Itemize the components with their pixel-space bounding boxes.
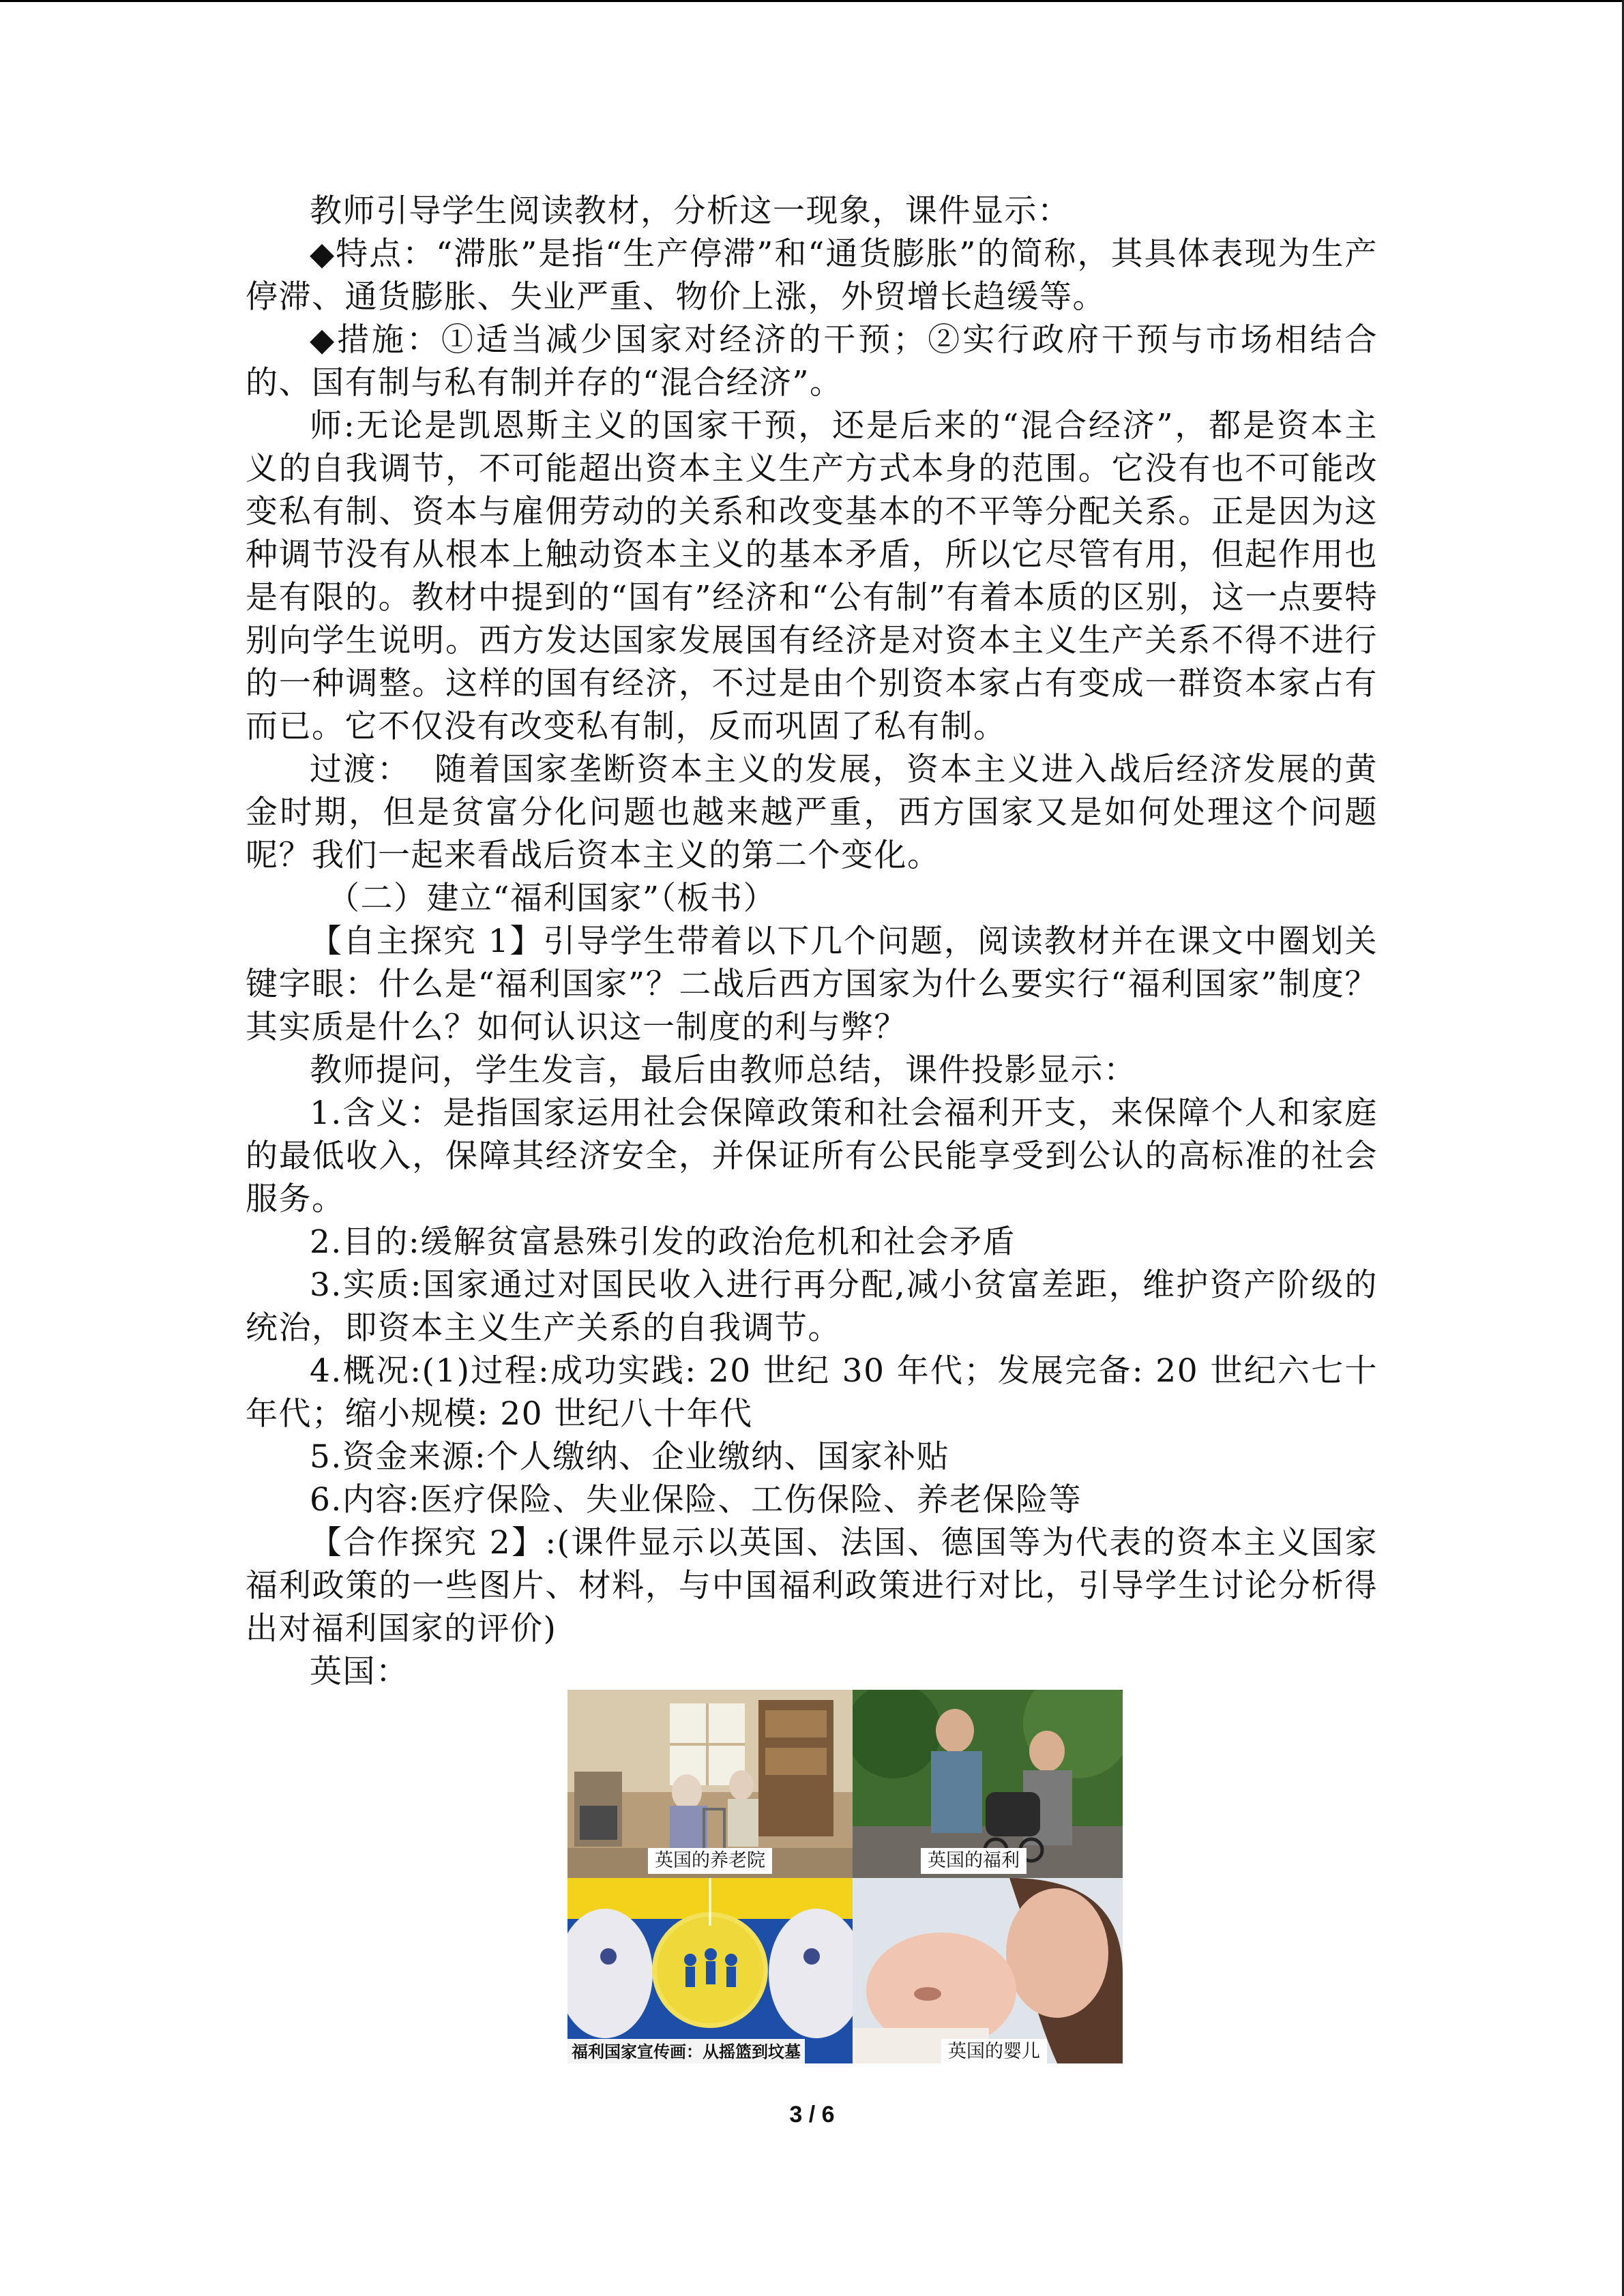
paragraph: 师:无论是凯恩斯主义的国家干预，还是后来的“混合经济”，都是资本主义的自我调节，不可能超出资本主义生产方式本身的范围。它没有也不可能改变私有制、资本与雇佣劳动的关系和改变基本的不平等分配关系。正是因为这种调节没有从根本上触动资本主义的基本矛盾，所以它尽管有用，但起作用也是有限的。教材中提到的“国有”经济和“公有制”有着本质的区别，这一点要特别向学生说明。西方发达国家发展国有经济是对资本主义生产关系不得不进行的一种调整。这样的国有经济，不过是由个别资本家占有变成一群资本家占有而已。它不仅没有改变私有制，反而巩固了私有制。 <box>246 407 1378 745</box>
photo-collage <box>567 1690 1123 2063</box>
paragraph: 过渡： 随着国家垄断资本主义的发展，资本主义进入战后经济发展的黄金时期，但是贫富分化问题也越来越严重，西方国家又是如何处理这个问题呢？我们一起来看战后资本主义的第二个变化。 <box>246 751 1378 874</box>
caption-welfare: 英国的福利 <box>921 1848 1027 1874</box>
page-number: 3 / 6 <box>789 2102 835 2128</box>
document-body <box>246 190 1378 1693</box>
paragraph: 教师提问，学生发言，最后由教师总结，课件投影显示： <box>310 1052 1137 1089</box>
paragraph: 【合作探究 2】:(课件显示以英国、法国、德国等为代表的资本主义国家福利政策的一些图片、材料，与中国福利政策进行对比，引导学生讨论分析得出对福利国家的评价) <box>246 1524 1378 1648</box>
paragraph: 英国： <box>310 1653 409 1690</box>
list-item: 3.实质:国家通过对国民收入进行再分配,减小贫富差距，维护资产阶级的统治，即资本主义生产关系的自我调节。 <box>246 1266 1378 1347</box>
list-item: 5.资金来源:个人缴纳、企业缴纳、国家补贴 <box>310 1438 950 1476</box>
paragraph: ◆措施：①适当减少国家对经济的干预；②实行政府干预与市场相结合的、国有制与私有制并存的“混合经济”。 <box>246 321 1378 402</box>
top-border <box>0 0 1624 2</box>
welfare-poster-photo <box>567 1878 853 2063</box>
paragraph: 【自主探究 1】引导学生带着以下几个问题，阅读教材并在课文中圈划关键字眼：什么是“福利国家”？二战后西方国家为什么要实行“福利国家”制度？其实质是什么？如何认识这一制度的利与弊？ <box>246 923 1378 1046</box>
paragraph: 教师引导学生阅读教材，分析这一现象，课件显示： <box>310 192 1071 230</box>
list-item: 6.内容:医疗保险、失业保险、工伤保险、养老保险等 <box>310 1481 1082 1519</box>
caption-nursing-home: 英国的养老院 <box>648 1848 772 1874</box>
list-item: 1.含义：是指国家运用社会保障政策和社会福利开支，来保障个人和家庭的最低收入，保障其经济安全，并保证所有公民能享受到公认的高标准的社会服务。 <box>246 1094 1378 1218</box>
paragraph: ◆特点：“滞胀”是指“生产停滞”和“通货膨胀”的简称，其具体表现为生产停滞、通货膨胀、失业严重、物价上涨，外贸增长趋缓等。 <box>246 235 1378 316</box>
list-item: 4.概况:(1)过程:成功实践: 20 世纪 30 年代；发展完备: 20 世纪六七十年代；缩小规模: 20 世纪八十年代 <box>246 1352 1378 1433</box>
caption-welfare-poster: 福利国家宣传画：从摇篮到坟墓 <box>567 2039 805 2063</box>
list-item: 2.目的:缓解贫富悬殊引发的政治危机和社会矛盾 <box>310 1223 1016 1261</box>
section-heading: （二）建立“福利国家”（板书） <box>327 880 777 917</box>
caption-baby: 英国的婴儿 <box>941 2039 1047 2063</box>
welfare-poster-image <box>567 1878 853 2063</box>
nursing-home-photo <box>567 1690 853 1878</box>
baby-image <box>853 1878 1123 2063</box>
baby-photo <box>853 1878 1123 2063</box>
welfare-photo <box>853 1690 1123 1878</box>
